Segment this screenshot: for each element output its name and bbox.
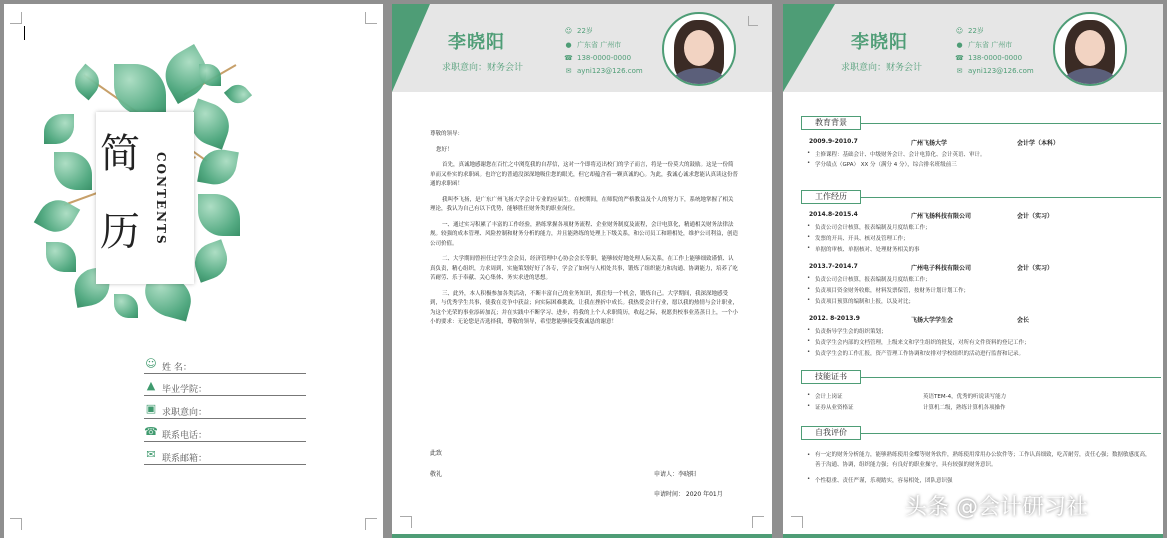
- page-corner-mark: [752, 516, 764, 528]
- mail-icon: ✉: [146, 448, 156, 461]
- letter-date: 申请时间： 2020 年01月: [654, 491, 723, 498]
- page-corner-mark: [10, 518, 22, 530]
- letter-applicant: 申请人：李晓阳: [654, 471, 697, 478]
- skill-desc: 计算机二级，熟练计算机各项操作: [923, 405, 1006, 411]
- work-role: 会长: [1017, 317, 1030, 324]
- list-item: • 发票的开具、开具、核对及管理工作；: [815, 234, 909, 242]
- resume-header: [392, 4, 772, 92]
- list-item: [815, 403, 1006, 411]
- phone-text: 138-0000-0000: [968, 54, 1023, 62]
- page-corner-mark: [400, 516, 412, 528]
- cover-page: [4, 4, 383, 538]
- work-period: 2014.8-2015.4: [809, 211, 858, 218]
- graduation-cap-icon: ▲: [146, 379, 156, 392]
- work-org: 广州电子科技有限公司: [911, 265, 972, 272]
- letter-closing: 此致: [430, 450, 443, 457]
- field-label: 联系电话：: [162, 431, 208, 441]
- job-goal: 求职意向：财务会计: [442, 63, 524, 73]
- list-item: • 主修课程：基础会计、中级财务会计、会计电算化、会计英语、审计。: [815, 150, 986, 158]
- job-intent-field[interactable]: [144, 401, 306, 419]
- skill-desc: 英语TEM-4，优秀的听说读写能力: [923, 394, 1007, 400]
- education-period: 2009.9-2010.7: [809, 138, 858, 145]
- list-item: • 负责学生会内部的文档管理，上级来文和学生组织的批复，对所有文件资料的登记工作；: [815, 338, 1030, 346]
- phone-icon: ☎: [564, 54, 573, 62]
- work-period: 2013.7-2014.7: [809, 263, 858, 270]
- footer-accent-bar: [783, 534, 1163, 538]
- email-field[interactable]: [144, 447, 306, 465]
- letter-hello: 您好！: [436, 146, 453, 153]
- letter-paragraph: 一、通过实习积累了丰富的工作经验，熟练掌握各项财务流程、企业财务制度及流程，会计电算化，精通相关财务法律法规。较强的成本管理、风险控制和财务分析的能力，并且能熟练的处理上下级关系，和公司员工和睦相处，维护公司利益，创造公司价值。: [430, 221, 739, 247]
- work-row: [809, 263, 1054, 272]
- work-period: 2012. 8-2013.9: [809, 315, 860, 322]
- education-org: 广州飞扬大学: [911, 140, 948, 147]
- list-item: • 负责项目预算的编制和上报，以及对比；: [815, 297, 914, 305]
- skill-name: 会计上岗证: [815, 394, 843, 400]
- email-text: ayni123@126.com: [577, 67, 643, 75]
- list-item: • 负责公司会计核算，报表编制及月度结账工作；: [815, 275, 931, 283]
- page-corner-mark: [791, 516, 803, 528]
- section-title-skills: 技能证书: [801, 370, 861, 384]
- section-title-work: 工作经历: [801, 190, 861, 204]
- section-title-evaluation: 自我评价: [801, 426, 861, 440]
- list-item: • 负责公司会计核算，报表编制及月度结账工作；: [815, 223, 931, 231]
- page-corner-mark: [365, 12, 377, 24]
- section-title-education: 教育背景: [801, 116, 861, 130]
- watermark: 头条 @会计研习社: [905, 495, 1088, 520]
- field-label: 联系邮箱：: [162, 454, 208, 464]
- age-text: 22岁: [577, 27, 593, 35]
- section-divider: [861, 197, 1161, 198]
- cover-letter-body: [430, 130, 738, 334]
- list-item: • 个性稳重、责任严谨，乐观踏实，容易相处，团队意识强: [815, 476, 953, 484]
- college-field[interactable]: [144, 378, 306, 396]
- field-label: 毕业学院：: [162, 385, 208, 395]
- cover-letter-page: [392, 4, 772, 538]
- work-org: 广州飞扬科技有限公司: [911, 213, 972, 220]
- letter-paragraph: 首先，真诚地感谢您在百忙之中浏览我的自荐信，这对一个即将迈出校门的学子而言，将是一份莫大的鼓励。这是一份简单而又朴实的求职函。也许它的普通没深深地吸住您的眼光，但它却蕴含着一颗真诚的心。为此，我诚心诚求您能认真读这份普通的求职函！: [430, 162, 739, 187]
- education-role: 会计学（本科）: [1017, 140, 1060, 147]
- page-corner-mark: [10, 12, 22, 24]
- footer-accent-bar: [392, 534, 772, 538]
- location-text: 广东省 广州市: [577, 41, 622, 49]
- work-role: 会计（实习）: [1017, 265, 1054, 272]
- letter-salute: 敬礼: [430, 471, 443, 478]
- letter-greeting: 尊敬的领导：: [430, 131, 464, 137]
- briefcase-icon: ▣: [145, 402, 157, 415]
- field-label: 姓 名：: [162, 363, 192, 373]
- work-row: [809, 315, 1030, 324]
- cover-title-card: [96, 112, 194, 284]
- text-cursor: [24, 26, 25, 40]
- list-item: • 负责指导学生会的组织策划；: [815, 327, 887, 335]
- phone-field[interactable]: [144, 424, 306, 442]
- skill-name: 证券从业资格证: [815, 405, 854, 411]
- page-corner-mark: [748, 16, 758, 26]
- user-icon: ☺: [145, 357, 157, 370]
- user-icon: ☺: [564, 27, 573, 35]
- section-divider: [861, 433, 1161, 434]
- mail-icon: ✉: [565, 67, 572, 75]
- user-icon: ☺: [955, 27, 964, 35]
- phone-icon: ☎: [955, 54, 964, 62]
- header-accent-triangle: [392, 4, 430, 92]
- education-row: [809, 138, 1060, 147]
- field-label: 求职意向：: [162, 408, 208, 418]
- list-item: [815, 392, 1007, 400]
- avatar: [1053, 12, 1127, 86]
- job-goal: 求职意向：财务会计: [841, 63, 923, 73]
- phone-icon: ☎: [144, 425, 158, 438]
- applicant-name: 李晓阳: [448, 32, 505, 53]
- cover-title-char: 简: [100, 131, 140, 177]
- cover-title-char: 历: [100, 209, 140, 255]
- list-item: • 有一定的财务分析能力，能够熟练使用金蝶等财务软件，熟练使用常用办公软件等；工作认真细致，吃苦耐劳，责任心强；数据敏感度高，善于沟通、协调，组织能力强；有良好的职业操守，具有较强的财务意识。: [815, 450, 1151, 470]
- email-text: ayni123@126.com: [968, 67, 1034, 75]
- avatar: [662, 12, 736, 86]
- location-icon: ●: [956, 41, 963, 49]
- work-org: 飞扬大学学生会: [911, 317, 954, 324]
- resume-header: [783, 4, 1163, 92]
- list-item: • 学分绩点（GPA） XX 分（满分 4 分），综合排名班级前三: [815, 160, 957, 168]
- list-item: • 单据的审核、单据核对、处理财务相关的事: [815, 245, 920, 253]
- letter-paragraph: 二、大学期间曾担任过学生会会员，经济管理中心协会会长等职，能够较好地处理人际关系，在工作上能够细致谨慎、认真负责，精心组织，力求周到，实施策划好好了各专，学会了如何与人相处共事，锻炼了组织能力和沟通、协调能力，培养了吃苦耐劳、乐于奉献、关心集体、务实求进的思想。: [430, 256, 739, 281]
- list-item: • 负责学生会的工作汇报，资产管理工作协调和安排对学校组织的活动进行监督和记录。: [815, 349, 1024, 357]
- location-text: 广东省 广州市: [968, 41, 1013, 49]
- header-accent-triangle: [783, 4, 835, 92]
- resume-page: [783, 4, 1163, 538]
- phone-text: 138-0000-0000: [577, 54, 632, 62]
- page-corner-mark: [365, 518, 377, 530]
- section-divider: [861, 377, 1161, 378]
- mail-icon: ✉: [956, 67, 963, 75]
- applicant-name: 李晓阳: [851, 32, 908, 53]
- location-icon: ●: [565, 41, 572, 49]
- name-field[interactable]: [144, 356, 306, 374]
- letter-paragraph: 我叫李飞扬，是广东广州飞扬大学会计专业的应届生。在校期间，在师院的严格教益及个人的努力下，系统地掌握了相关理论，我认为自己有以下优势，能够胜任财务类的职业岗位。: [430, 196, 734, 212]
- list-item: • 负责项目资金财务收账，材料发票保管，按财务计划计划工作；: [815, 286, 969, 294]
- section-divider: [861, 123, 1161, 124]
- cover-contents-label: CONTENTS: [154, 152, 168, 246]
- work-row: [809, 211, 1054, 220]
- age-text: 22岁: [968, 27, 984, 35]
- work-role: 会计（实习）: [1017, 213, 1054, 220]
- letter-paragraph: 三、此外，本人积极参加各类活动，不断丰富自己的业务知识，抓住每一个机会，锻炼自己。大学期间，我深深地感受到，与优秀学生共事，使我在竞争中获益；向实际困难挑战，让我在挫折中成长。我热爱会计行业，愿以我的热情与会计职业，为这个光荣的事业添砖加瓦；并在实践中不断学习、进步，将我的上个人求职简历，收起之际，祝愿贵校事业蒸蒸日上，一个小小的要求：无论您是否选择我，尊敬的领导，希望您能够接受我诚恳的谢意！: [430, 290, 739, 325]
